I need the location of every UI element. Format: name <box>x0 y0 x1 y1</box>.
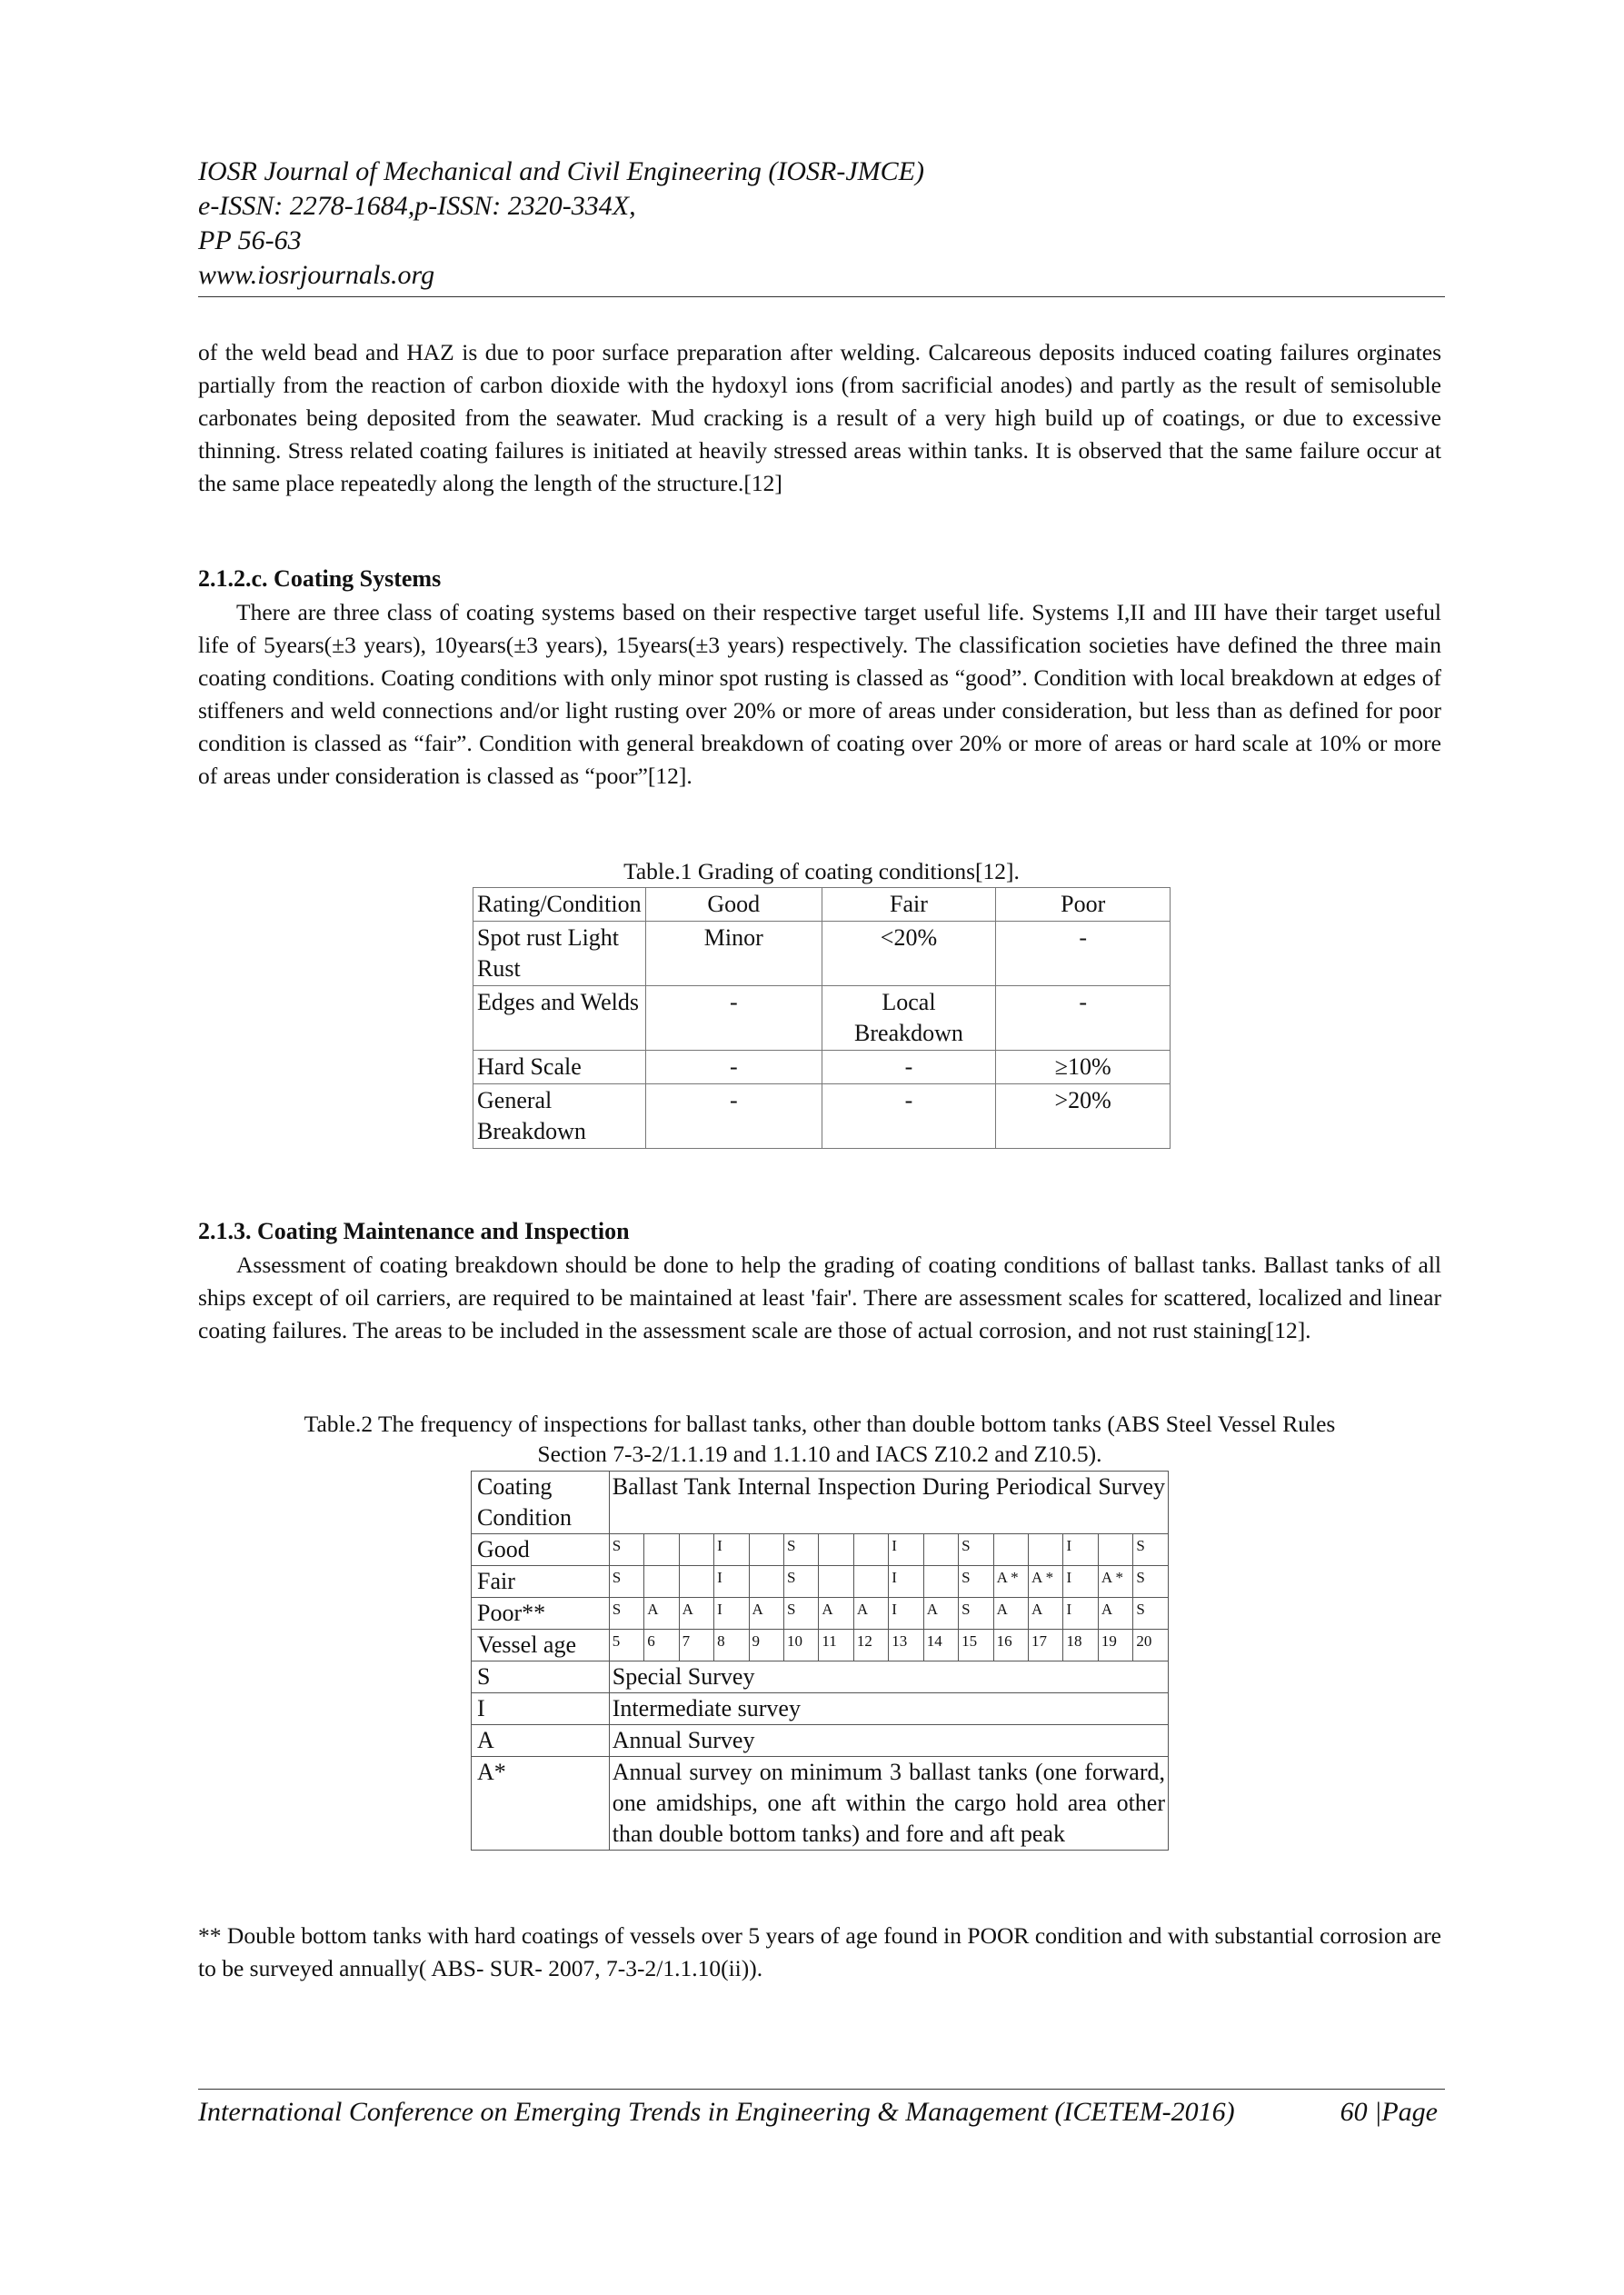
legend-value: Special Survey <box>609 1661 1168 1693</box>
grid-cell: 13 <box>889 1630 923 1661</box>
grid-cell <box>749 1534 783 1566</box>
grid-cell: A <box>1029 1598 1063 1630</box>
grid-cell: A <box>853 1598 888 1630</box>
table-header-cell: Good <box>645 888 822 922</box>
table2-caption-line2: Section 7-3-2/1.1.19 and 1.1.10 and IACS Z10.2 and Z10.5). <box>537 1441 1102 1467</box>
table-row <box>472 1598 1169 1630</box>
issn-line: e-ISSN: 2278-1684,p-ISSN: 2320-334X, <box>198 191 636 221</box>
coating-grading-table <box>473 887 1171 1149</box>
maintenance-paragraph: Assessment of coating breakdown should be done to help the grading of coating conditions of ballast tanks. Ballast tanks of all ships except of oil carriers, are required to be maintained at least 'fair'. There are assessment scales for scattered, localized and linear coating failures. The areas to be included in the assessment scale are those of actual corrosion, and not rust staining[12]. <box>198 1252 1441 1343</box>
grid-cell: S <box>959 1598 993 1630</box>
grid-cell: S <box>1133 1566 1169 1598</box>
table-cell: Hard Scale <box>473 1051 646 1084</box>
grid-cell: 19 <box>1098 1630 1132 1661</box>
grid-cell <box>923 1566 958 1598</box>
page-range: PP 56-63 <box>198 225 302 255</box>
page-number: 60 |Page <box>1340 2097 1438 2127</box>
table-row <box>473 922 1171 986</box>
table-header-row <box>472 1472 1169 1534</box>
grid-cell: A <box>644 1598 679 1630</box>
legend-key: I <box>472 1693 610 1725</box>
grid-cell: S <box>609 1534 643 1566</box>
grid-cell <box>923 1534 958 1566</box>
grid-cell: A <box>923 1598 958 1630</box>
table-cell: - <box>645 1051 822 1084</box>
table-row <box>472 1630 1169 1661</box>
grid-cell: S <box>959 1566 993 1598</box>
table-row <box>473 986 1171 1051</box>
grid-cell: 12 <box>853 1630 888 1661</box>
table-row <box>472 1566 1169 1598</box>
grid-cell: I <box>889 1566 923 1598</box>
row-label: Poor** <box>472 1598 610 1630</box>
grid-cell: I <box>714 1534 749 1566</box>
grid-cell: I <box>714 1566 749 1598</box>
table-cell: - <box>822 1084 996 1149</box>
legend-key: S <box>472 1661 610 1693</box>
journal-website: www.iosrjournals.org <box>198 260 435 290</box>
row-label: Good <box>472 1534 610 1566</box>
table-cell: Edges and Welds <box>473 986 646 1051</box>
grid-cell: S <box>783 1566 818 1598</box>
grid-cell: 18 <box>1063 1630 1098 1661</box>
grid-cell: A <box>993 1598 1028 1630</box>
table-cell: - <box>822 1051 996 1084</box>
grid-cell: I <box>1063 1566 1098 1598</box>
grid-cell <box>819 1566 853 1598</box>
table2-caption-line1: Table.2 The frequency of inspections for ballast tanks, other than double bottom tanks (ABS Steel Vessel Rules <box>304 1411 1336 1437</box>
table-header-cell: Ballast Tank Internal Inspection During Periodical Survey <box>609 1472 1168 1534</box>
table-cell: - <box>996 922 1171 986</box>
table-header-cell: Rating/Condition <box>473 888 646 922</box>
grid-cell: S <box>1133 1598 1169 1630</box>
grid-cell: S <box>783 1534 818 1566</box>
grid-cell <box>644 1566 679 1598</box>
legend-row <box>472 1661 1169 1693</box>
grid-cell <box>819 1534 853 1566</box>
journal-title: IOSR Journal of Mechanical and Civil Engineering (IOSR-JMCE) <box>198 156 924 186</box>
legend-value: Annual Survey <box>609 1725 1168 1757</box>
table2-caption <box>198 1409 1441 1469</box>
table-row <box>473 1051 1171 1084</box>
grid-cell: 7 <box>679 1630 713 1661</box>
section-heading-coating-systems: 2.1.2.c. Coating Systems <box>198 565 442 592</box>
grid-cell: S <box>609 1566 643 1598</box>
inspection-frequency-table <box>471 1471 1169 1851</box>
grid-cell: A <box>679 1598 713 1630</box>
table-header-row <box>473 888 1171 922</box>
grid-cell: A <box>749 1598 783 1630</box>
table-header-cell: Coating Condition <box>472 1472 610 1534</box>
table-row <box>473 1084 1171 1149</box>
legend-value: Intermediate survey <box>609 1693 1168 1725</box>
grid-cell: S <box>1133 1534 1169 1566</box>
table1-caption: Table.1 Grading of coating conditions[12]. <box>623 858 1020 884</box>
grid-cell: 20 <box>1133 1630 1169 1661</box>
table-cell: - <box>996 986 1171 1051</box>
legend-key: A* <box>472 1757 610 1851</box>
legend-key: A <box>472 1725 610 1757</box>
table-header-cell: Fair <box>822 888 996 922</box>
legend-row <box>472 1725 1169 1757</box>
grid-cell: I <box>889 1534 923 1566</box>
grid-cell: S <box>783 1598 818 1630</box>
row-label: Fair <box>472 1566 610 1598</box>
grid-cell: 8 <box>714 1630 749 1661</box>
grid-cell: 5 <box>609 1630 643 1661</box>
grid-cell: S <box>609 1598 643 1630</box>
section-heading-maintenance: 2.1.3. Coating Maintenance and Inspection <box>198 1218 630 1244</box>
coating-systems-paragraph: There are three class of coating systems based on their respective target useful life. Systems I,II and III have their target useful life of 5years(±3 years), 10years(±3 years), 15years(±3 years) respectively. The classification societies have defined the three main coating conditions. Coating conditions with only minor spot rusting is classed as “good”. Condition with local breakdown at edges of stiffeners and weld connections and/or light rusting over 20% or more of areas under consideration, but less than as defined for poor condition is classed as “fair”. Condition with general breakdown of coating over 20% or more of areas or hard scale at 10% or more of areas under consideration is classed as “poor”[12]. <box>198 599 1441 789</box>
legend-row <box>472 1693 1169 1725</box>
grid-cell <box>644 1534 679 1566</box>
table-cell: - <box>645 986 822 1051</box>
grid-cell: S <box>959 1534 993 1566</box>
grid-cell <box>1098 1534 1132 1566</box>
grid-cell: 10 <box>783 1630 818 1661</box>
conference-name: International Conference on Emerging Trends in Engineering & Management (ICETEM-2016) <box>198 2097 1235 2127</box>
page-footer <box>198 2089 1445 2130</box>
grid-cell: 14 <box>923 1630 958 1661</box>
table-cell: General Breakdown <box>473 1084 646 1149</box>
grid-cell <box>1029 1534 1063 1566</box>
grid-cell: 11 <box>819 1630 853 1661</box>
grid-cell: A * <box>993 1566 1028 1598</box>
table-row <box>472 1534 1169 1566</box>
grid-cell <box>853 1534 888 1566</box>
grid-cell: A * <box>1098 1566 1132 1598</box>
legend-value: Annual survey on minimum 3 ballast tanks (one forward, one amidships, one aft within the cargo hold area other than double bottom tanks) and fore and aft peak <box>609 1757 1168 1851</box>
grid-cell: I <box>1063 1598 1098 1630</box>
grid-cell: I <box>889 1598 923 1630</box>
grid-cell <box>679 1534 713 1566</box>
table-cell: <20% <box>822 922 996 986</box>
grid-cell: I <box>1063 1534 1098 1566</box>
grid-cell: A <box>819 1598 853 1630</box>
grid-cell: A * <box>1029 1566 1063 1598</box>
page-header <box>198 155 1445 297</box>
row-label: Vessel age <box>472 1630 610 1661</box>
table-cell: Local Breakdown <box>822 986 996 1051</box>
grid-cell: 16 <box>993 1630 1028 1661</box>
table-cell: - <box>645 1084 822 1149</box>
table-cell: >20% <box>996 1084 1171 1149</box>
intro-paragraph: of the weld bead and HAZ is due to poor surface preparation after welding. Calcareous deposits induced coating failures orginates partially from the reaction of carbon dioxide with the hydoxyl ions (from sacrificial anodes) and partly as the result of semisoluble carbonates being deposited from the seawater. Mud cracking is a result of a very high build up of coatings, or due to excessive thinning. Stress related coating failures is initiated at heavily stressed areas within tanks. It is observed that the same failure occur at the same place repeatedly along the length of the structure.[12] <box>198 339 1441 496</box>
table-cell: ≥10% <box>996 1051 1171 1084</box>
table-cell: Minor <box>645 922 822 986</box>
grid-cell: 6 <box>644 1630 679 1661</box>
grid-cell: A <box>1098 1598 1132 1630</box>
grid-cell <box>993 1534 1028 1566</box>
grid-cell <box>749 1566 783 1598</box>
grid-cell: 9 <box>749 1630 783 1661</box>
legend-row <box>472 1757 1169 1851</box>
grid-cell: 15 <box>959 1630 993 1661</box>
footnote: ** Double bottom tanks with hard coatings of vessels over 5 years of age found in POOR condition and with substantial corrosion are to be surveyed annually( ABS- SUR- 2007, 7-3-2/1.1.10(ii)). <box>198 1922 1441 1981</box>
table-cell: Spot rust Light Rust <box>473 922 646 986</box>
grid-cell: I <box>714 1598 749 1630</box>
table-header-cell: Poor <box>996 888 1171 922</box>
grid-cell <box>679 1566 713 1598</box>
grid-cell: 17 <box>1029 1630 1063 1661</box>
grid-cell <box>853 1566 888 1598</box>
